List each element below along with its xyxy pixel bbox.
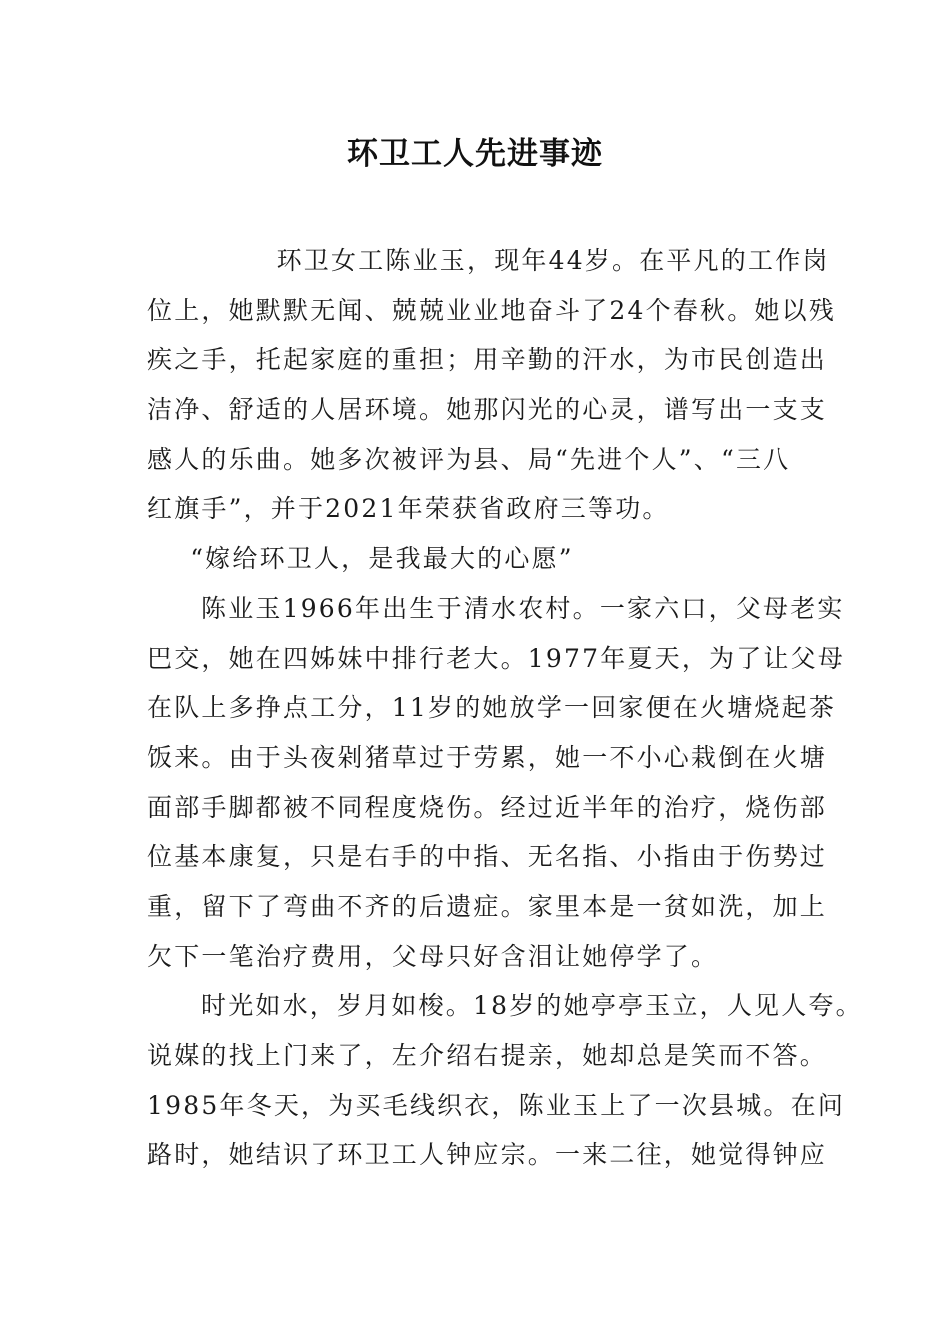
text-line: 洁净、舒适的人居环境。她那闪光的心灵，谱写出一支支 — [147, 395, 828, 425]
document-title: 环卫工人先进事迹 — [347, 136, 603, 172]
text-line: 巴交，她在四姊妹中排行老大。1977年夏天，为了让父母 — [147, 643, 846, 673]
text-line: 1985年冬天，为买毛线织衣，陈业玉上了一次县城。在问 — [147, 1090, 846, 1120]
text-line: 在队上多挣点工分，11岁的她放学一回家便在火塘烧起茶 — [147, 693, 837, 723]
text-line: 红旗手”，并于2021年荣获省政府三等功。 — [147, 494, 670, 524]
text-line: 路时，她结识了环卫工人钟应宗。一来二往，她觉得钟应 — [147, 1140, 828, 1170]
text-line: 疾之手，托起家庭的重担；用辛勤的汗水，为市民创造出 — [147, 345, 828, 375]
text-line: 欠下一笔治疗费用，父母只好含泪让她停学了。 — [147, 941, 719, 971]
text-line: 时光如水，岁月如梭。18岁的她亭亭玉立，人见人夸。 — [201, 991, 863, 1021]
text-line: 饭来。由于头夜剁猪草过于劳累，她一不小心栽倒在火塘 — [147, 742, 828, 772]
text-line: 面部手脚都被不同程度烧伤。经过近半年的治疗，烧伤部 — [147, 792, 828, 822]
text-line: 环卫女工陈业玉，现年44岁。在平凡的工作岗 — [276, 246, 830, 275]
text-line: “嫁给环卫人，是我最大的心愿” — [190, 544, 574, 574]
text-line: 感人的乐曲。她多次被评为县、局“先进个人”、“三八 — [147, 444, 791, 474]
text-line: 位上，她默默无闻、兢兢业业地奋斗了24个春秋。她以残 — [147, 295, 837, 325]
text-line: 位基本康复，只是右手的中指、无名指、小指由于伤势过 — [147, 842, 828, 872]
text-line: 说媒的找上门来了，左介绍右提亲，她却总是笑而不答。 — [147, 1041, 828, 1070]
document-body — [147, 236, 863, 1180]
text-line: 陈业玉1966年出生于清水农村。一家六口，父母老实 — [201, 593, 845, 623]
text-line: 重，留下了弯曲不齐的后遗症。家里本是一贫如洗，加上 — [147, 891, 828, 921]
